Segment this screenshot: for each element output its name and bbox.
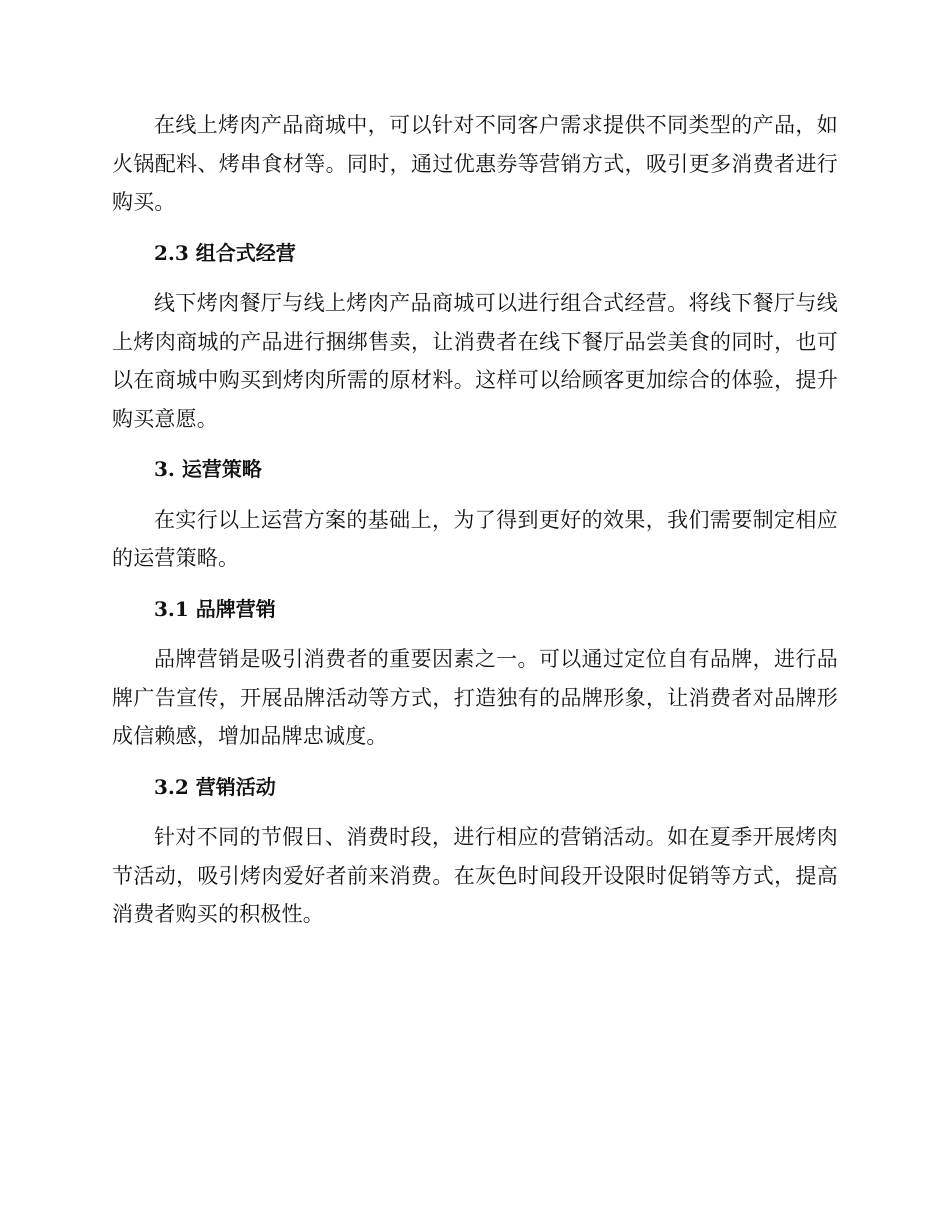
paragraph-marketing-activities: 针对不同的节假日、消费时段，进行相应的营销活动。如在夏季开展烤肉节活动，吸引烤肉爱好者前来消费。在灰色时间段开设限时促销等方式，提高消费者购买的积极性。 [112, 825, 838, 926]
paragraph-combined-operation: 线下烤肉餐厅与线上烤肉产品商城可以进行组合式经营。将线下餐厅与线上烤肉商城的产品进行捆绑售卖，让消费者在线下餐厅品尝美食的同时，也可以在商城中购买到烤肉所需的原材料。这样可以给顾客更加综合的体验，提升购买意愿。 [112, 291, 838, 431]
paragraph-operation-strategy: 在实行以上运营方案的基础上，为了得到更好的效果，我们需要制定相应的运营策略。 [112, 507, 838, 570]
paragraph-online-store: 在线上烤肉产品商城中，可以针对不同客户需求提供不同类型的产品，如火锅配料、烤串食材等。同时，通过优惠券等营销方式，吸引更多消费者进行购买。 [112, 113, 838, 214]
paragraph-brand-marketing: 品牌营销是吸引消费者的重要因素之一。可以通过定位自有品牌，进行品牌广告宣传，开展品牌活动等方式，打造独有的品牌形象，让消费者对品牌形成信赖感，增加品牌忠诚度。 [112, 647, 838, 748]
heading-3-1: 3.1 品牌营销 [154, 596, 276, 621]
document-body [112, 106, 838, 946]
heading-3-2: 3.2 营销活动 [154, 774, 276, 799]
heading-2-3: 2.3 组合式经营 [154, 240, 296, 265]
heading-3: 3. 运营策略 [154, 457, 262, 481]
